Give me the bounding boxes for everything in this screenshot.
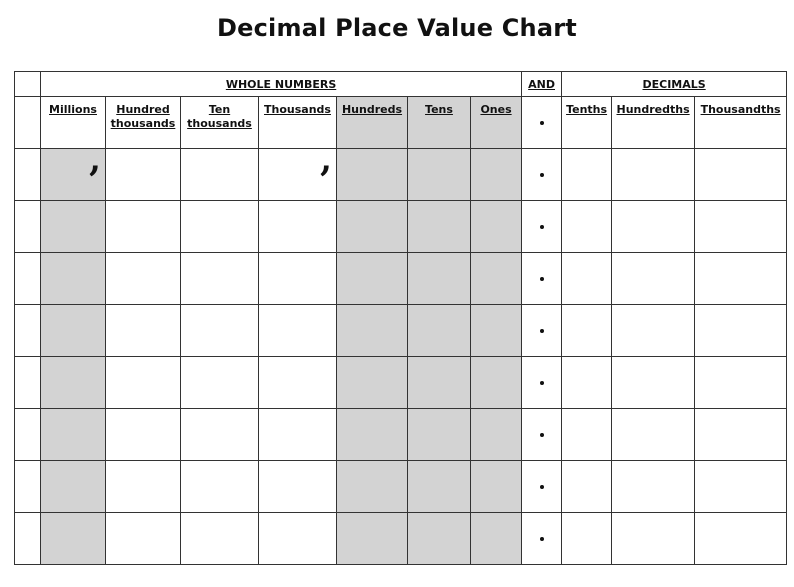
decimal-point <box>540 121 544 125</box>
table-row <box>15 513 787 565</box>
table-cell <box>337 357 408 409</box>
table-cell <box>181 461 259 513</box>
table-cell <box>41 253 106 305</box>
table-cell <box>695 253 787 305</box>
table-cell <box>562 461 612 513</box>
table-cell <box>106 149 181 201</box>
table-cell <box>15 253 41 305</box>
decimal-point <box>540 537 544 541</box>
group-header-decimals: DECIMALS <box>562 72 787 97</box>
table-cell <box>695 461 787 513</box>
decimal-point <box>540 381 544 385</box>
table-cell <box>337 201 408 253</box>
table-cell <box>15 201 41 253</box>
decimal-point-cell <box>522 357 562 409</box>
table-cell <box>15 513 41 565</box>
table-cell <box>471 253 522 305</box>
table-cell <box>612 253 695 305</box>
table-cell <box>41 357 106 409</box>
table-cell <box>259 513 337 565</box>
comma-separator: , <box>89 140 101 180</box>
header-tens: Tens <box>408 97 471 149</box>
header-tenths: Tenths <box>562 97 612 149</box>
table-cell <box>106 357 181 409</box>
table-cell <box>562 357 612 409</box>
decimal-point-cell <box>522 305 562 357</box>
table-cell <box>15 149 41 201</box>
table-cell <box>471 409 522 461</box>
row-label-cell <box>15 97 41 149</box>
table-cell <box>337 461 408 513</box>
decimal-point-cell <box>522 201 562 253</box>
table-row <box>15 409 787 461</box>
table-cell <box>337 149 408 201</box>
table-cell <box>15 357 41 409</box>
table-cell <box>259 409 337 461</box>
table-cell <box>41 461 106 513</box>
corner-cell <box>15 72 41 97</box>
table-cell <box>471 149 522 201</box>
decimal-point-cell <box>522 409 562 461</box>
table-cell <box>695 409 787 461</box>
table-cell <box>106 409 181 461</box>
table-cell <box>181 513 259 565</box>
place-value-table <box>14 71 787 565</box>
decimal-point-cell <box>522 253 562 305</box>
table-cell <box>106 305 181 357</box>
header-hundredths: Hundredths <box>612 97 695 149</box>
table-cell <box>408 357 471 409</box>
table-cell <box>41 305 106 357</box>
table-cell <box>562 253 612 305</box>
table-cell <box>41 513 106 565</box>
table-cell <box>41 140 106 201</box>
table-cell <box>408 305 471 357</box>
table-cell <box>106 201 181 253</box>
table-cell <box>408 201 471 253</box>
header-thousandths: Thousandths <box>695 97 787 149</box>
table-cell <box>612 305 695 357</box>
group-header-and: AND <box>522 72 562 97</box>
table-cell <box>15 305 41 357</box>
decimal-point <box>540 277 544 281</box>
table-cell <box>337 253 408 305</box>
table-cell <box>408 409 471 461</box>
table-cell <box>695 149 787 201</box>
header-ones: Ones <box>471 97 522 149</box>
page-title: Decimal Place Value Chart <box>217 14 577 42</box>
table-cell <box>408 149 471 201</box>
table-cell <box>41 201 106 253</box>
table-cell <box>106 253 181 305</box>
comma-separator: , <box>320 140 332 180</box>
table-cell <box>181 201 259 253</box>
header-ten-thousands: Ten thousands <box>181 97 259 149</box>
table-cell <box>408 513 471 565</box>
table-cell <box>471 357 522 409</box>
table-row <box>15 305 787 357</box>
decimal-point <box>540 173 544 177</box>
table-cell <box>562 513 612 565</box>
table-cell <box>41 409 106 461</box>
table-cell <box>562 149 612 201</box>
table-cell <box>181 357 259 409</box>
table-cell <box>612 149 695 201</box>
table-cell <box>181 409 259 461</box>
group-header-whole-numbers: WHOLE NUMBERS <box>41 72 522 97</box>
header-thousands: Thousands <box>259 97 337 149</box>
decimal-point <box>540 433 544 437</box>
table-cell <box>612 201 695 253</box>
table-row <box>15 357 787 409</box>
table-cell <box>259 140 337 201</box>
table-cell <box>181 305 259 357</box>
table-cell <box>612 513 695 565</box>
table-cell <box>15 461 41 513</box>
table-cell <box>106 461 181 513</box>
table-cell <box>471 461 522 513</box>
table-cell <box>337 513 408 565</box>
table-cell <box>15 409 41 461</box>
decimal-point <box>540 485 544 489</box>
header-hundreds: Hundreds <box>337 97 408 149</box>
table-cell <box>408 461 471 513</box>
table-cell <box>181 149 259 201</box>
decimal-point-cell <box>522 513 562 565</box>
table-cell <box>259 253 337 305</box>
table-cell <box>695 305 787 357</box>
table-cell <box>259 357 337 409</box>
table-cell <box>695 357 787 409</box>
table-cell <box>259 201 337 253</box>
table-cell <box>612 409 695 461</box>
table-cell <box>562 305 612 357</box>
table-cell <box>471 513 522 565</box>
table-cell <box>695 513 787 565</box>
table-cell <box>471 201 522 253</box>
table-cell <box>259 305 337 357</box>
table-cell <box>612 357 695 409</box>
table-cell <box>337 305 408 357</box>
table-cell <box>181 253 259 305</box>
table-cell <box>695 201 787 253</box>
table-row <box>15 149 787 201</box>
table-cell <box>612 461 695 513</box>
decimal-point-cell <box>522 461 562 513</box>
table-cell <box>471 305 522 357</box>
table-cell <box>106 513 181 565</box>
decimal-point <box>540 329 544 333</box>
table-cell <box>337 409 408 461</box>
table-cell <box>562 409 612 461</box>
table-row <box>15 201 787 253</box>
decimal-point-cell <box>522 149 562 201</box>
table-row <box>15 253 787 305</box>
table-cell <box>408 253 471 305</box>
header-hundred-thousands: Hundred thousands <box>106 97 181 149</box>
table-cell <box>259 461 337 513</box>
header-millions: Millions <box>41 97 106 149</box>
decimal-point-cell <box>522 97 562 149</box>
table-cell <box>562 201 612 253</box>
decimal-point <box>540 225 544 229</box>
table-row <box>15 461 787 513</box>
